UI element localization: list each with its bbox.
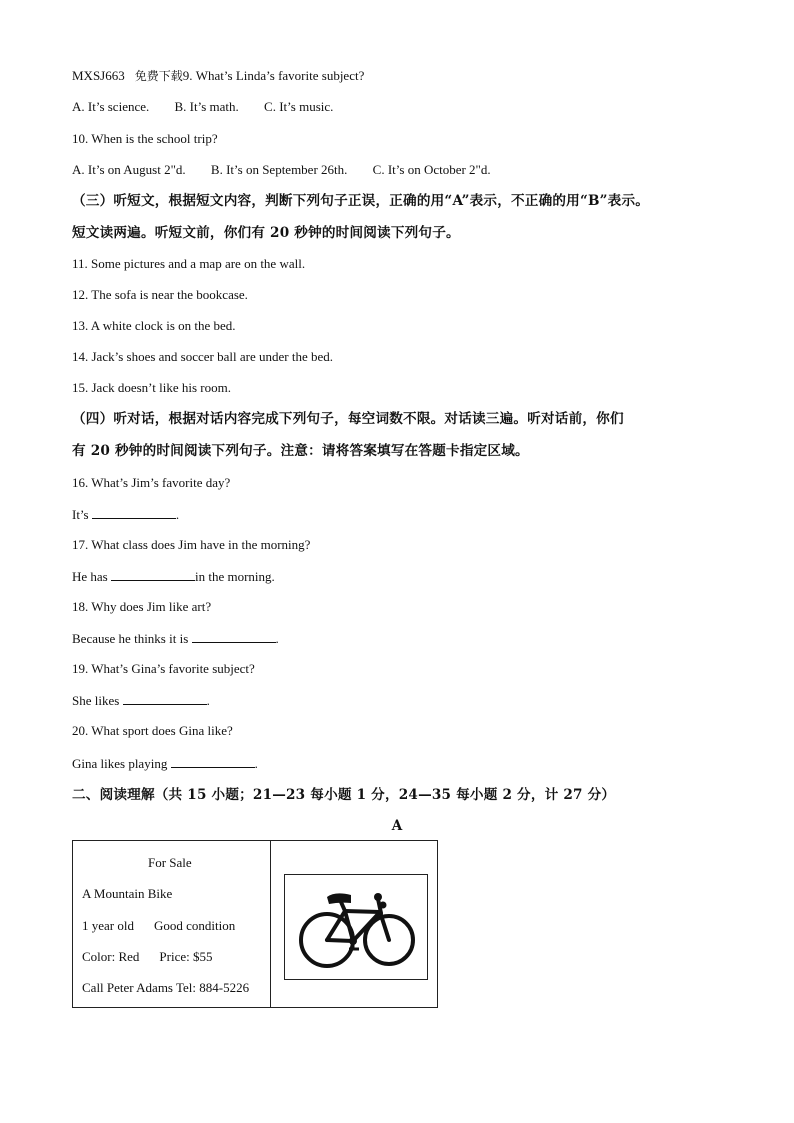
ad-condition: Good condition	[153, 918, 236, 933]
bicycle-icon	[285, 875, 426, 978]
option-10a: A. It’s on August 2"d.	[72, 162, 186, 177]
statement-13: 13. A white clock is on the bed.	[72, 318, 236, 333]
part-2-heading: 二、阅读理解（共 15 小题；21—23 每小题 1 分，24—35 每小题 2 分，计 27 分）	[72, 787, 616, 803]
option-10b: B. It’s on September 26th.	[210, 162, 348, 177]
doc-code: MXSJ663	[72, 68, 125, 83]
answer-16-prefix: It’s	[72, 507, 92, 522]
answer-17-blank[interactable]	[111, 568, 195, 581]
ad-color: Color: Red	[82, 949, 140, 964]
ad-details-line	[82, 918, 235, 934]
answer-19-prefix: She likes	[72, 693, 123, 708]
question-19-text: 19. What’s Gina’s favorite subject?	[72, 661, 255, 676]
section-4-instruction-line2: 有 20 秒钟的时间阅读下列句子。注意：请将答案填写在答题卡指定区域。	[72, 443, 529, 459]
question-17-text: 17. What class does Jim have in the morning?	[72, 537, 311, 552]
statement-14: 14. Jack’s shoes and soccer ball are under the bed.	[72, 349, 333, 364]
answer-20-suffix: .	[254, 756, 258, 771]
answer-16-suffix: .	[175, 507, 180, 522]
answer-17-line	[72, 568, 275, 585]
passage-label: A	[391, 818, 403, 834]
answer-20-line	[72, 755, 258, 772]
answer-18-suffix: .	[275, 631, 279, 646]
question-18-text: 18. Why does Jim like art?	[72, 599, 212, 614]
answer-16-blank[interactable]	[92, 506, 176, 519]
answer-18-line	[72, 630, 279, 647]
question-16-text: 16. What’s Jim’s favorite day?	[72, 475, 231, 490]
option-9a: A. It’s science.	[72, 99, 150, 114]
question-9-line	[72, 68, 364, 84]
ad-table	[72, 840, 438, 1008]
question-20-text: 20. What sport does Gina like?	[72, 723, 233, 738]
answer-17-prefix: He has	[72, 569, 111, 584]
answer-16-line	[72, 506, 179, 523]
statement-12: 12. The sofa is near the bookcase.	[72, 287, 248, 302]
ad-title: For Sale	[148, 855, 192, 870]
answer-18-blank[interactable]	[192, 630, 276, 643]
section-3-instruction-line1: （三）听短文，根据短文内容，判断下列句子正误，正确的用“A”表示，不正确的用“B”表示。	[72, 193, 650, 209]
answer-18-prefix: Because he thinks it is	[72, 631, 192, 646]
statement-15: 15. Jack doesn’t like his room.	[72, 380, 231, 395]
answer-20-prefix: Gina likes playing	[72, 756, 171, 771]
ad-divider	[270, 841, 271, 1007]
question-9-text: 9. What’s Linda’s favorite subject?	[182, 68, 365, 83]
ad-color-price-line	[82, 949, 213, 965]
ad-price: Price: $55	[159, 949, 213, 964]
ad-item: A Mountain Bike	[82, 886, 173, 901]
section-3-instruction-line2: 短文读两遍。听短文前，你们有 20 秒钟的时间阅读下列句子。	[72, 225, 460, 241]
ad-contact: Call Peter Adams Tel: 884-5226	[82, 980, 250, 995]
answer-19-line	[72, 692, 210, 709]
answer-19-suffix: .	[206, 693, 210, 708]
ad-age: 1 year old	[82, 918, 134, 933]
question-10-text: 10. When is the school trip?	[72, 131, 218, 146]
answer-20-blank[interactable]	[171, 755, 255, 768]
question-9-options	[72, 99, 333, 115]
section-4-instruction-line1: （四）听对话，根据对话内容完成下列句子，每空词数不限。对话读三遍。听对话前，你们	[72, 411, 624, 427]
answer-17-suffix: in the morning.	[195, 569, 275, 584]
option-10c: C. It’s on October 2"d.	[372, 162, 491, 177]
statement-11: 11. Some pictures and a map are on the wall.	[72, 256, 306, 271]
bicycle-picture-frame	[284, 874, 428, 980]
option-9c: C. It’s music.	[264, 99, 334, 114]
download-label: 免费下载	[134, 69, 183, 83]
option-9b: B. It’s math.	[174, 99, 239, 114]
question-10-options	[72, 162, 491, 178]
answer-19-blank[interactable]	[123, 692, 207, 705]
